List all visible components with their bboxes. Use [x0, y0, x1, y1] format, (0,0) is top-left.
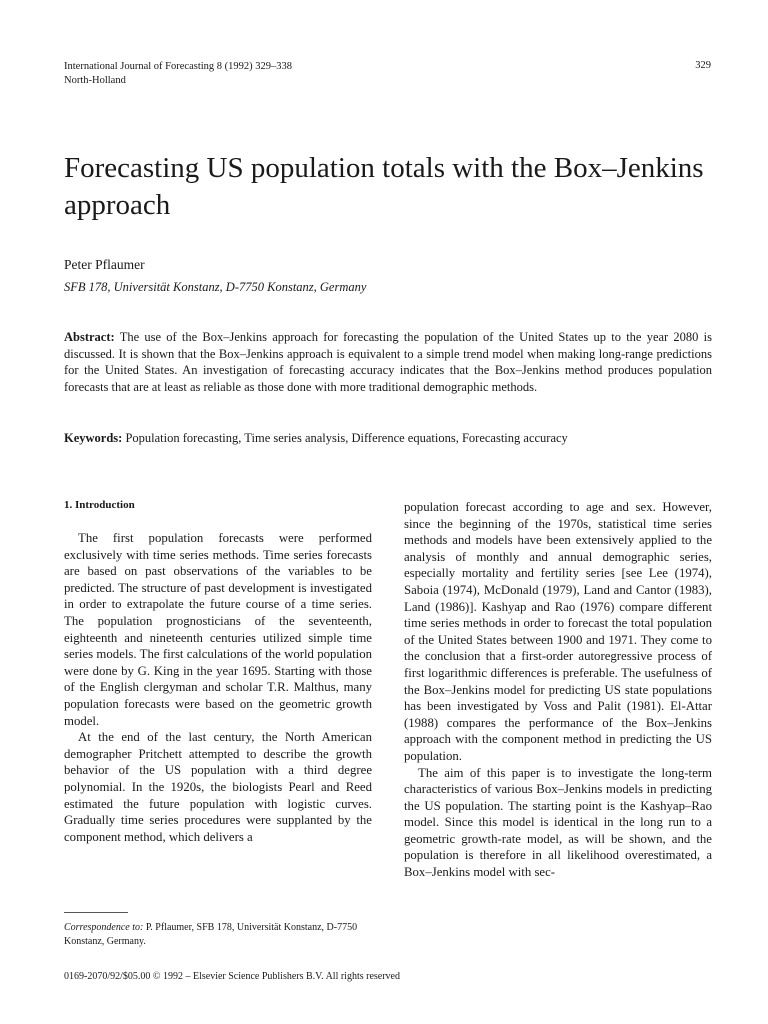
correspondence-note — [64, 921, 372, 949]
correspondence-text: P. Pflaumer, SFB 178, Universität Konstanz, D-7750 Konstanz, Germany. — [64, 922, 358, 947]
keywords-text: Population forecasting, Time series analysis, Difference equations, Forecasting accuracy — [125, 431, 568, 445]
publisher-line: North-Holland — [64, 75, 126, 86]
right-column — [404, 499, 712, 881]
footnote-rule — [64, 912, 128, 913]
page-number: 329 — [695, 60, 711, 71]
keywords-label: Keywords: — [64, 431, 123, 445]
abstract-text: The use of the Box–Jenkins approach for forecasting the population of the United States up to the year 2080 is discussed. It is shown that the Box–Jenkins approach is equivalent to a simple trend model when making long-range predictions for the United States. An investigation of forecasting accuracy indicates that the Box–Jenkins method produces population forecasts that are at least as reliable as those done with more traditional demographic methods. — [64, 330, 713, 394]
body-paragraph: The aim of this paper is to investigate the long-term characteristics of various Box–Jenkins models in predicting the US population. The starting point is the Kashyap–Rao model. Since this model is identical in the long run to a geometric growth-rate model, as will be shown, and the population is therefore in all likelihood overestimated, a Box–Jenkins model with sec- — [404, 765, 712, 880]
body-paragraph: The first population forecasts were performed exclusively with time series methods. Time series forecasts are based on past observations of the variables to be predicted. The structure of past development is investigated in order to extrapolate the future course of a time series. The population prognosticians of the seventeenth, eighteenth and nineteenth centuries utilized simple time series models. The first calculations of the world population were done by G. King in the year 1695. Starting with those of the English clergyman and scholar T.R. Malthus, many population forecasts were based on the geometric growth model. — [64, 531, 372, 728]
body-paragraph: At the end of the last century, the North American demographer Pritchett attempted to describe the growth behavior of the US population with a third degree polynomial. In the 1920s, the biologists Pearl and Reed estimated the future population with logistic curves. Gradually time series procedures were supplanted by the component method, which delivers a — [64, 730, 372, 844]
abstract — [64, 329, 712, 395]
journal-header — [64, 60, 292, 88]
copyright-footer: 0169-2070/92/$05.00 © 1992 – Elsevier Science Publishers B.V. All rights reserved — [64, 971, 400, 982]
author-affiliation: SFB 178, Universität Konstanz, D-7750 Konstanz, Germany — [64, 280, 367, 294]
correspondence-label: Correspondence to: — [64, 922, 144, 933]
author-name: Peter Pflaumer — [64, 257, 145, 272]
article-title: Forecasting US population totals with the Box–Jenkins approach — [64, 152, 704, 221]
left-column — [64, 530, 372, 845]
abstract-label: Abstract: — [64, 330, 115, 344]
body-paragraph: population forecast according to age and sex. However, since the beginning of the 1970s, statistical time series methods and models have been extensively applied to the analysis of monthly and annual demographic series, especially mortality and fertility series [see Lee (1974), Saboia (1974), McDonald (1979), Land and Cantor (1983), Land (1986)]. Kashyap and Rao (1976) compare different time series methods in order to forecast the total population of the United States between 1900 and 1971. They come to the conclusion that a first-order autoregressive process of first logarithmic differences is preferable. The usefulness of the Box–Jenkins model for predicting US state populations has been investigated by Voss and Palit (1981). El-Attar (1988) compares the performance of the Box–Jenkins approach with the component method in predicting the US population. — [404, 500, 712, 763]
section-heading: 1. Introduction — [64, 499, 135, 511]
keywords — [64, 431, 712, 446]
journal-citation: International Journal of Forecasting 8 (1992) 329–338 — [64, 61, 293, 72]
